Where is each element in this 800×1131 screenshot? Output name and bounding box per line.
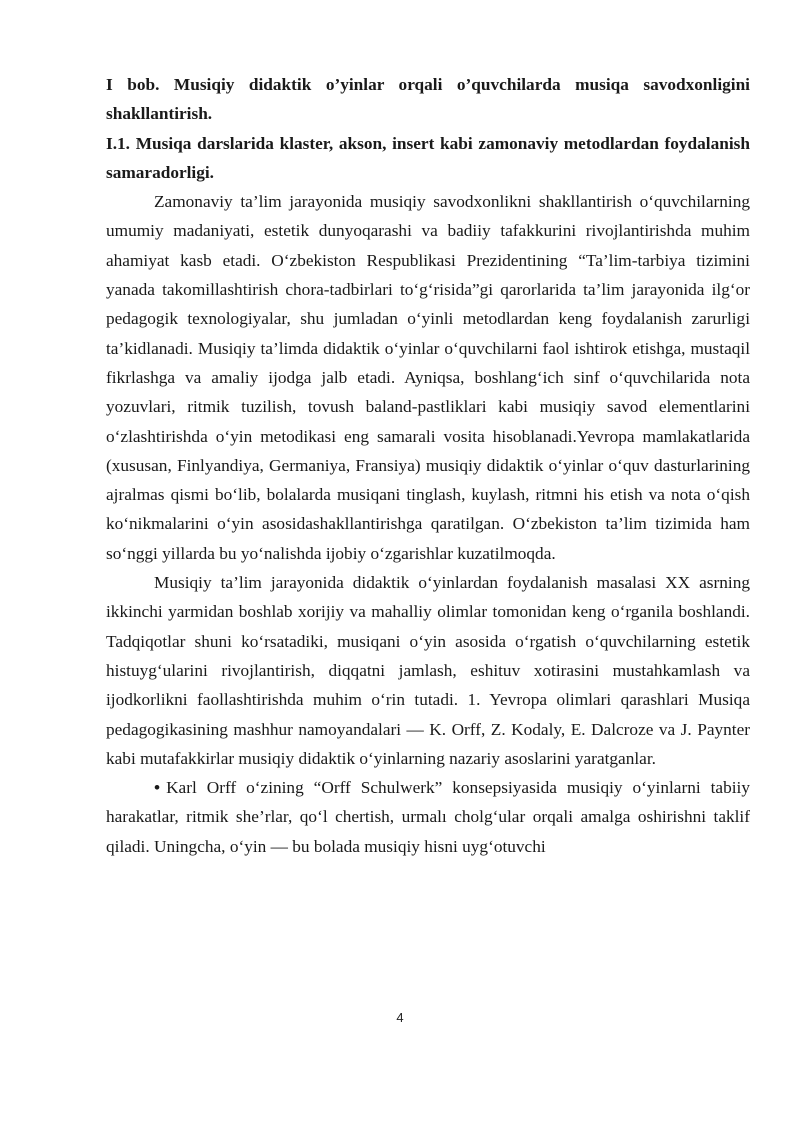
section-heading: I.1. Musiqa darslarida klaster, akson, insert kabi zamonaviy metodlardan foydalanish samaradorligi. — [106, 133, 750, 182]
chapter-heading: I bob. Musiqiy didaktik o’yinlar orqali o’quvchilarda musiqa savodxonligini shakllantirish. — [106, 75, 750, 124]
bullet-icon: • — [154, 778, 161, 798]
bullet-item-orff — [106, 773, 750, 861]
page-number: 4 — [396, 1010, 404, 1025]
document-page — [106, 70, 750, 861]
body-paragraph-2: Musiqiy ta’lim jarayonida didaktik o‘yinlardan foydalanish masalasi XX asrning ikkinchi yarmidan boshlab xorijiy va mahalliy olimlar tomonidan keng o‘rganila boshlandi. Tadqiqotlar shuni ko‘rsatadiki, musiqani o‘yin asosida o‘rgatish o‘quvchilarning estetik histuyg‘ularini rivojlantirish, diqqatni jamlash, eshituv xotirasini mustahkamlash va ijodkorlikni faollashtirishda muhim o‘rin tutadi. 1. Yevropa olimlari qarashlari Musiqa pedagogikasining mashhur namoyandalari — K. Orff, Z. Kodaly, E. Dalcroze va J. Paynter kabi mutafakkirlar musiqiy didaktik o‘yinlarning nazariy asoslarini yaratganlar. — [106, 573, 750, 768]
body-paragraph-1: Zamonaviy ta’lim jarayonida musiqiy savodxonlikni shakllantirish o‘quvchilarning umumiy madaniyati, estetik dunyoqarashi va badiiy tafakkurini rivojlantirishda muhim ahamiyat kasb etadi. O‘zbekiston Respublikasi Prezidentining “Ta’lim-tarbiya tizimini yanada takomillashtirish chora-tadbirlari to‘g‘risida”gi qarorlarida ta’lim jarayonida ilg‘or pedagogik texnologiyalar, shu jumladan o‘yinli metodlardan keng foydalanish zarurligi ta’kidlanadi. Musiqiy ta’limda didaktik o‘yinlar o‘quvchilarni faol ishtirok etishga, mustaqil fikrlashga va amaliy ijodga jalb etadi. Ayniqsa, boshlang‘ich sinf o‘quvchilarida nota yozuvlari, ritmik tuzilish, tovush baland-pastliklari kabi musiqiy savod elementlarini o‘zlashtirishda o‘yin metodikasi eng samarali vosita hisoblanadi.Yevropa mamlakatlarida (xususan, Finlyandiya, Germaniya, Fransiya) musiqiy didaktik o‘yinlar o‘quv dasturlarining ajralmas qismi bo‘lib, bolalarda musiqani tinglash, kuylash, ritmni his etish va nota o‘qish ko‘nikmalarini o‘yin asosidashakllantirishga qaratilgan. O‘zbekiston ta’lim tizimida ham so‘nggi yillarda bu yo‘nalishda ijobiy o‘zgarishlar kuzatilmoqda. — [106, 192, 750, 563]
bullet-item-text: Karl Orff o‘zining “Orff Schulwerk” konsepsiyasida musiqiy o‘yinlarni tabiiy harakatlar, ritmik she’rlar, qo‘l chertish, urmalı cholg‘ular orqali amalga oshirishni taklif qiladi. Uningcha, o‘yin — bu bolada musiqiy hisni uyg‘otuvchi — [106, 778, 750, 856]
